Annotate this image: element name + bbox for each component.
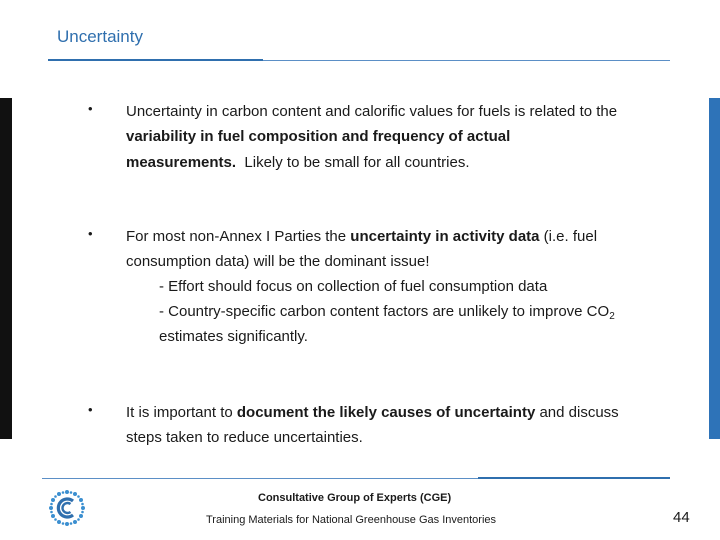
footer-rule-thin [42, 478, 478, 479]
header-rule-thick [48, 59, 263, 61]
footer-subtitle: Training Materials for National Greenhouse Gas Inventories [206, 514, 497, 526]
bullet-2-sub-3: estimates significantly. [159, 328, 308, 345]
bullet-1-line-2: variability in fuel composition and frequency of actual [126, 128, 511, 145]
bullet-marker-1: • [88, 101, 93, 116]
footer-rule-thick [478, 477, 670, 479]
footer-organization: Consultative Group of Experts (CGE) [258, 492, 452, 504]
header-rule-thin [263, 60, 670, 61]
bullet-marker-2: • [88, 226, 93, 241]
bullet-2-line-2: consumption data) will be the dominant issue! [126, 253, 430, 270]
bullet-1-line-3: measurements. Likely to be small for all countries. [126, 154, 470, 171]
bullet-marker-3: • [88, 402, 93, 417]
bullet-2-sub-1: - Effort should focus on collection of fuel consumption data [159, 278, 548, 295]
unfccc-logo-icon [47, 488, 87, 528]
bullet-1-line-1: Uncertainty in carbon content and calorific values for fuels is related to the [126, 103, 618, 120]
left-side-bar [0, 98, 12, 439]
bullet-3-line-1: It is important to document the likely causes of uncertainty and discuss [126, 404, 619, 421]
bullet-3-line-2: steps taken to reduce uncertainties. [126, 429, 363, 446]
bullet-2-sub-2: - Country-specific carbon content factors are unlikely to improve $CO_2$ [159, 303, 615, 322]
slide-title: Uncertainty [57, 27, 143, 46]
right-side-bar [709, 98, 720, 439]
bullet-2-line-1: For most non-Annex I Parties the uncertainty in activity data (i.e. fuel [126, 228, 598, 245]
page-number: 44 [673, 509, 690, 526]
